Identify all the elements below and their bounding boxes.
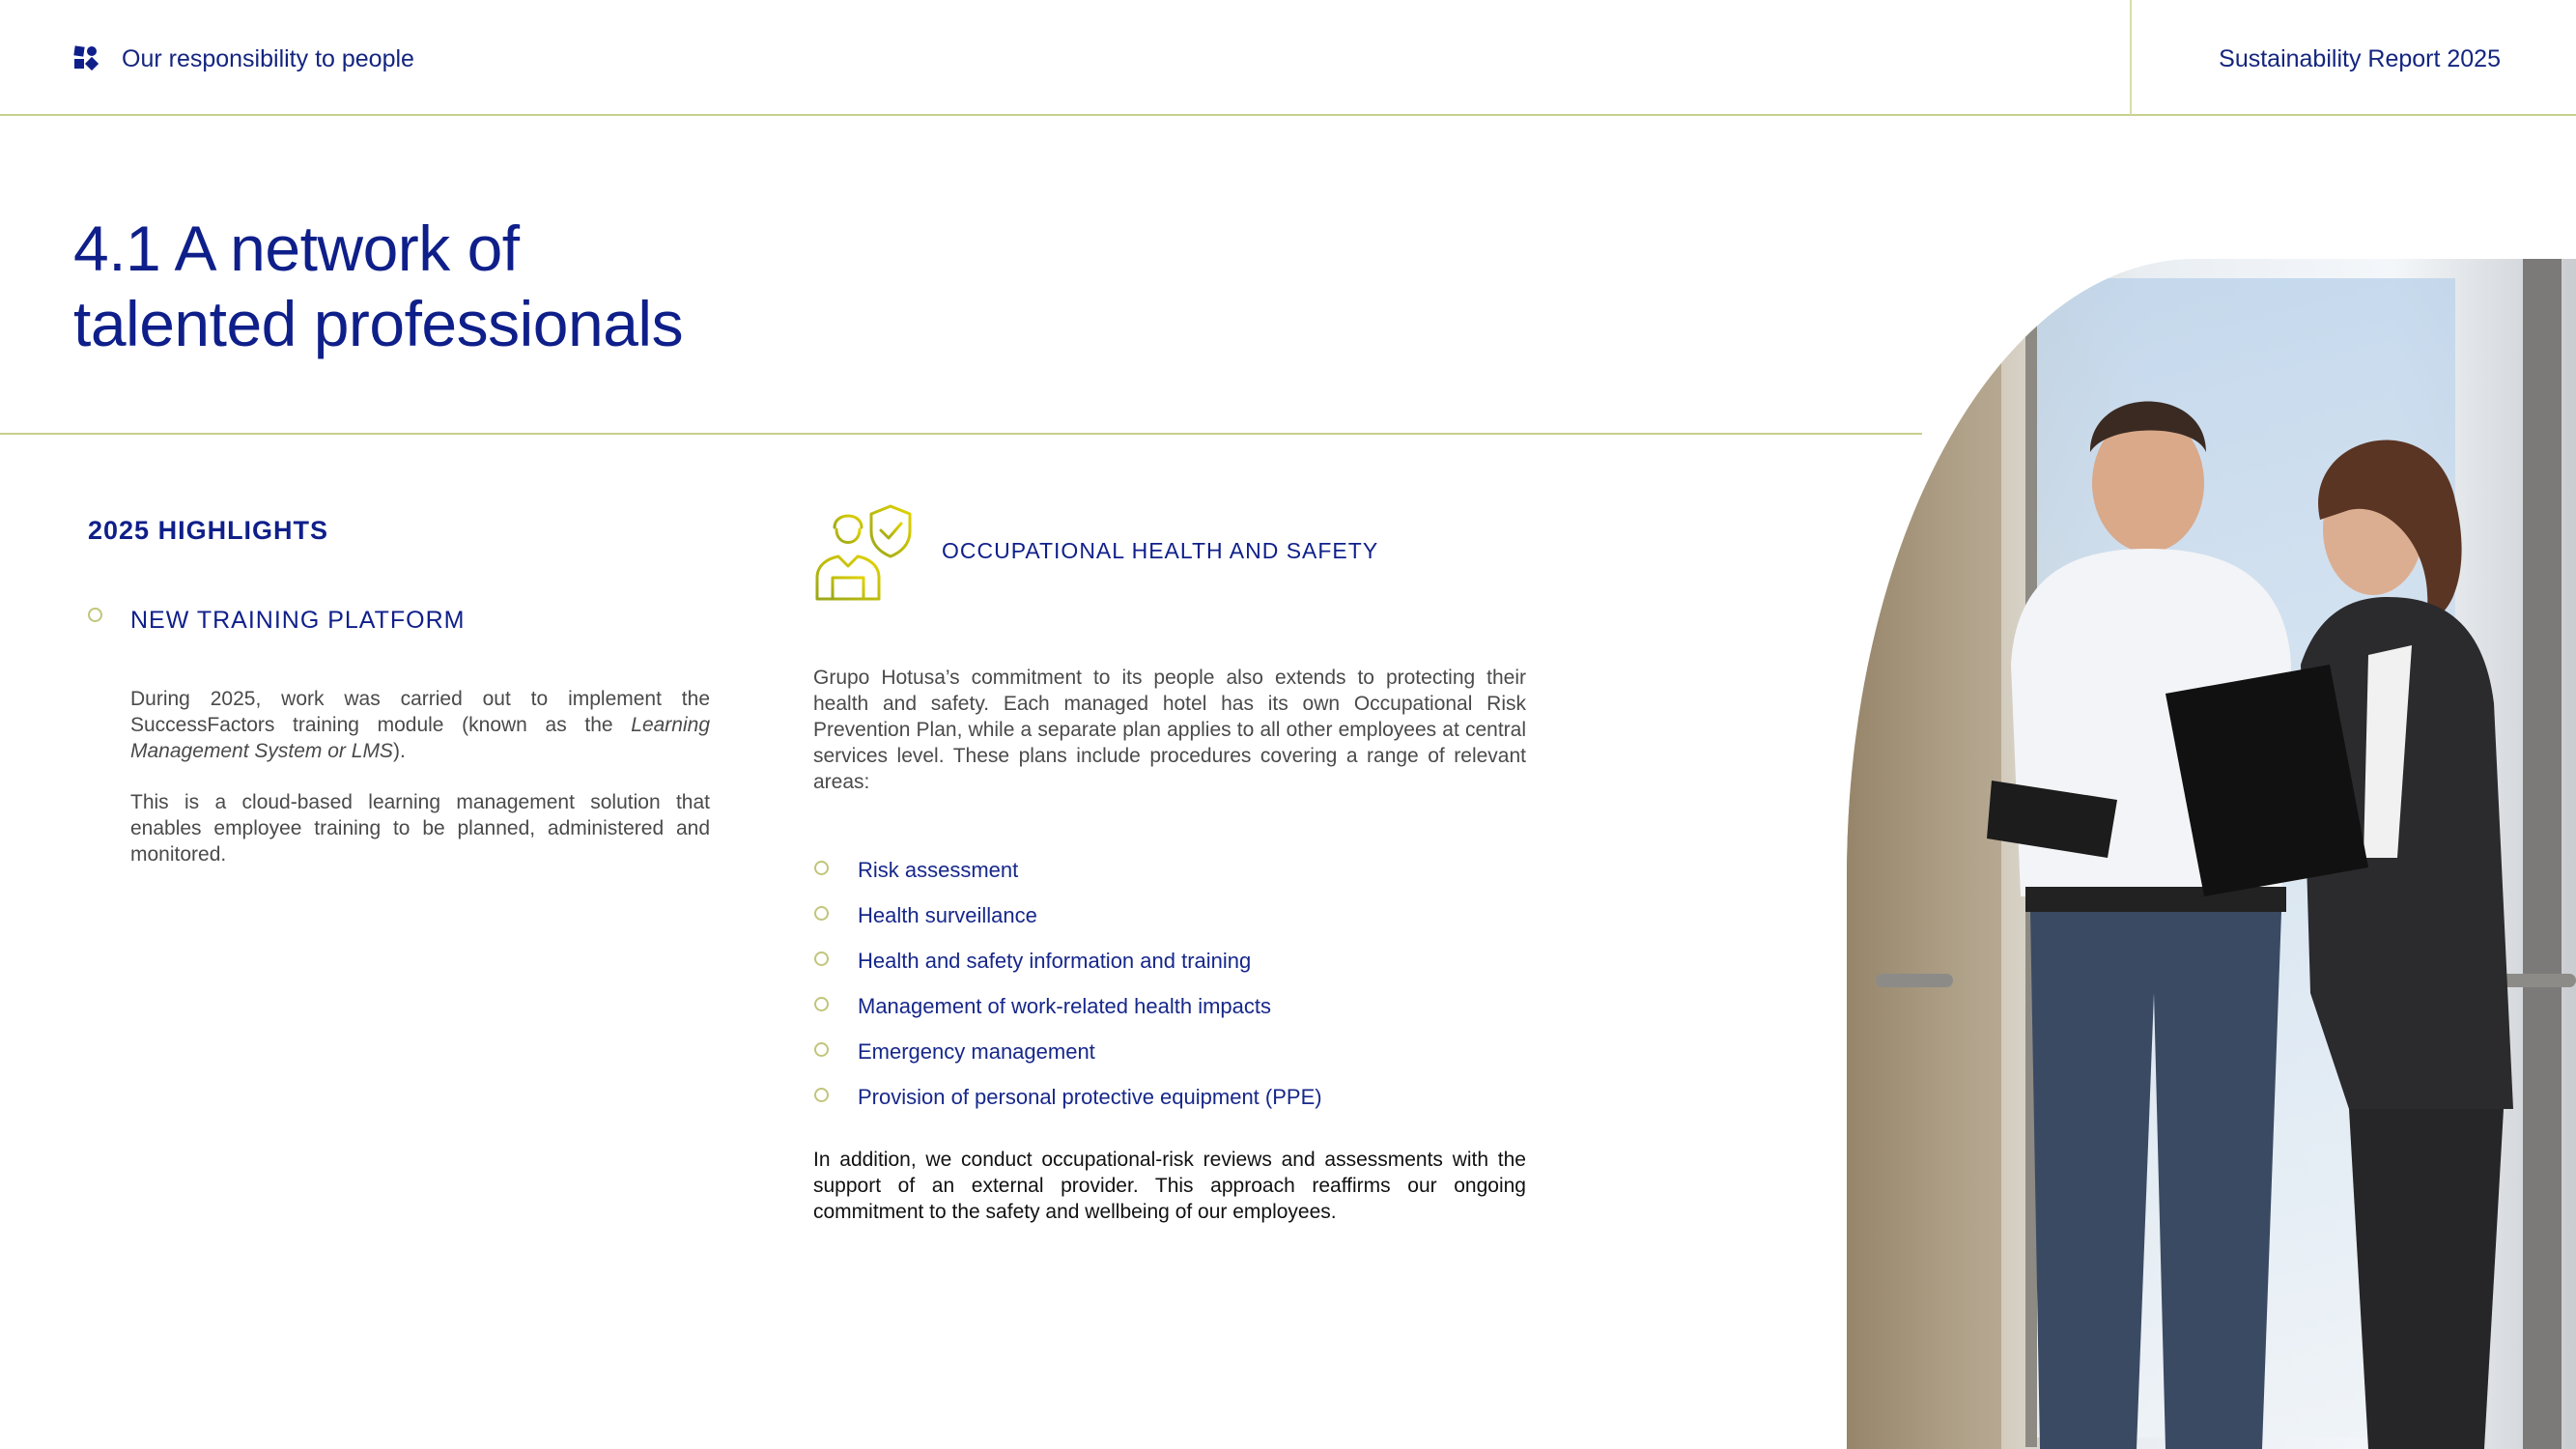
section-breadcrumb[interactable]: Our responsibility to people bbox=[122, 45, 414, 72]
highlight-item-title: NEW TRAINING PLATFORM bbox=[130, 607, 466, 634]
list-item bbox=[813, 900, 1547, 946]
report-title: Sustainability Report 2025 bbox=[2219, 45, 2501, 72]
lms-paragraph bbox=[130, 686, 710, 764]
list-item-label: Risk assessment bbox=[858, 858, 1019, 882]
hero-photo bbox=[1847, 259, 2576, 1449]
page-title-line-2: talented professionals bbox=[73, 288, 684, 359]
list-item bbox=[813, 1037, 1547, 1082]
bullet-ring-icon bbox=[88, 608, 102, 622]
ohs-intro-paragraph: Grupo Hotusa’s commitment to its people also extends to protecting their health and safety. Each managed hotel has its own Occupational Risk Prevention Plan, while a separate plan applies to all other employees at central services level. These plans include procedures covering a range of relevant areas: bbox=[813, 667, 1526, 793]
bullet-ring-icon bbox=[814, 861, 829, 875]
lms-text-emphasis: Learning Management System or LMS bbox=[130, 714, 710, 762]
page-title bbox=[73, 211, 683, 361]
page-title-line-1: 4.1 A network of bbox=[73, 213, 520, 284]
list-item bbox=[813, 1082, 1547, 1127]
ohs-closing-paragraph: In addition, we conduct occupational-risk reviews and assessments with the support of an external provider. This approach reaffirms our ongoing commitment to the safety and wellbeing of our employees. bbox=[813, 1149, 1526, 1223]
bullet-ring-icon bbox=[814, 906, 829, 921]
lms-text-a: During 2025, work was carried out to implement the SuccessFactors training module (known as the bbox=[130, 688, 710, 736]
bullet-ring-icon bbox=[814, 1042, 829, 1057]
list-item bbox=[813, 991, 1547, 1037]
lms-description-paragraph: This is a cloud-based learning management solution that enables employee training to be planned, administered and monitored. bbox=[130, 791, 710, 866]
list-item-label: Emergency management bbox=[858, 1039, 1095, 1064]
list-item-label: Management of work-related health impacts bbox=[858, 994, 1271, 1018]
header-divider bbox=[0, 114, 2576, 116]
office-people-photo bbox=[1847, 259, 2576, 1449]
highlights-heading: 2025 HIGHLIGHTS bbox=[88, 516, 329, 545]
bullet-ring-icon bbox=[814, 1088, 829, 1102]
risk-areas-list bbox=[813, 855, 1547, 1127]
lms-text-b: ). bbox=[392, 740, 406, 762]
list-item-label: Provision of personal protective equipment (PPE) bbox=[858, 1085, 1322, 1109]
header-vertical-divider bbox=[2130, 0, 2132, 115]
worker-shield-icon bbox=[813, 502, 916, 603]
bullet-ring-icon bbox=[814, 997, 829, 1011]
list-item bbox=[813, 946, 1547, 991]
title-divider bbox=[0, 433, 1922, 435]
list-item bbox=[813, 855, 1547, 900]
brand-mark-icon bbox=[73, 45, 99, 71]
list-item-label: Health surveillance bbox=[858, 903, 1037, 927]
ohs-heading: OCCUPATIONAL HEALTH AND SAFETY bbox=[942, 538, 1379, 563]
bullet-ring-icon bbox=[814, 952, 829, 966]
list-item-label: Health and safety information and training bbox=[858, 949, 1252, 973]
